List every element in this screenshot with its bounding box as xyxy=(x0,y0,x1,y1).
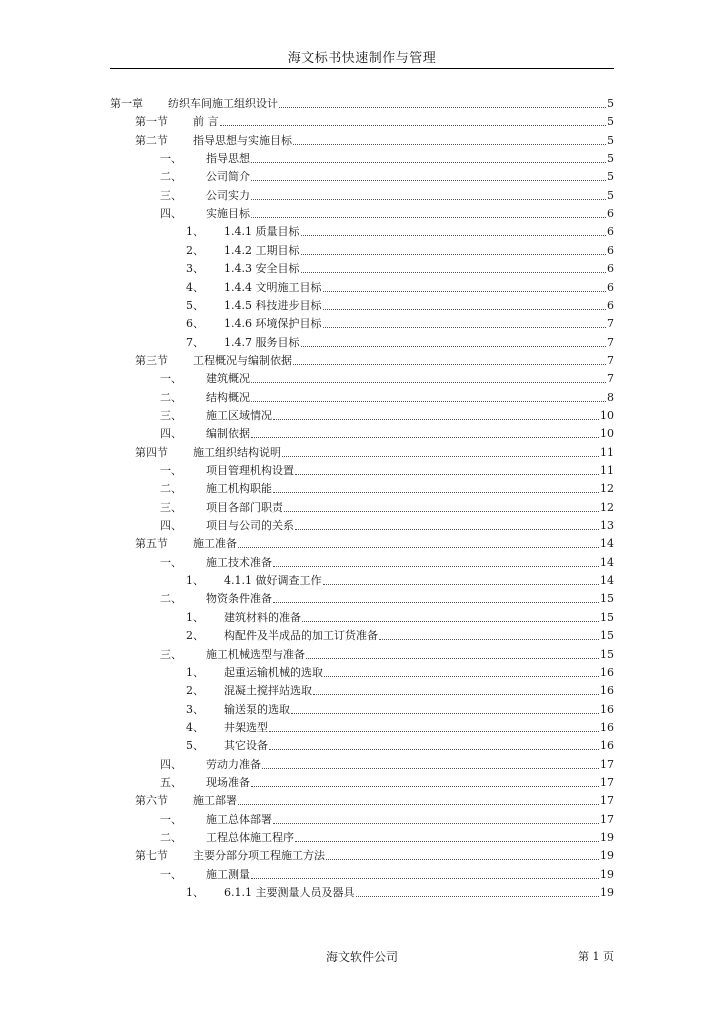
toc-entry-number: 三、 xyxy=(160,500,182,514)
toc-entry-page: 15 xyxy=(600,629,614,643)
toc-entry[interactable] xyxy=(186,334,614,352)
toc-dot-leader xyxy=(251,785,599,787)
toc-entry-number: 一、 xyxy=(160,372,182,386)
toc-entry-number: 二、 xyxy=(160,170,182,184)
toc-entry[interactable] xyxy=(135,444,614,462)
toc-entry[interactable] xyxy=(186,297,614,315)
toc-entry-number: 一、 xyxy=(160,867,182,881)
toc-dot-leader xyxy=(356,895,600,897)
toc-entry-page: 16 xyxy=(600,739,614,753)
toc-entry-title: 施工准备 xyxy=(193,537,237,551)
toc-entry[interactable] xyxy=(135,535,614,553)
toc-entry-number: 第七节 xyxy=(135,849,168,863)
toc-entry-page: 6 xyxy=(607,243,614,257)
toc-dot-leader xyxy=(323,583,600,585)
toc-dot-leader xyxy=(291,712,599,714)
toc-dot-leader xyxy=(251,216,606,218)
toc-entry-number: 四、 xyxy=(160,427,182,441)
toc-entry-title: 现场准备 xyxy=(206,775,250,789)
toc-entry-page: 8 xyxy=(607,390,614,404)
toc-dot-leader xyxy=(324,675,599,677)
toc-dot-leader xyxy=(323,326,607,328)
toc-entry[interactable] xyxy=(160,389,614,407)
toc-entry-page: 7 xyxy=(607,372,614,386)
toc-entry-number: 第一节 xyxy=(135,115,168,129)
toc-entry-number: 3、 xyxy=(186,262,204,276)
toc-entry-number: 7、 xyxy=(186,335,204,349)
toc-entry[interactable] xyxy=(186,315,614,333)
toc-entry[interactable] xyxy=(160,590,614,608)
toc-entry-title: 构配件及半成品的加工订货准备 xyxy=(224,629,378,643)
toc-entry-number: 1、 xyxy=(186,225,204,239)
toc-entry-title: 主要分部分项工程施工方法 xyxy=(193,849,325,863)
toc-entry-page: 14 xyxy=(600,555,614,569)
toc-entry-title: 建筑材料的准备 xyxy=(224,610,301,624)
toc-entry[interactable] xyxy=(135,132,614,150)
toc-entry-number: 5、 xyxy=(186,739,204,753)
toc-entry-title: 纺织车间施工组织设计 xyxy=(168,97,278,110)
toc-entry-number: 1、 xyxy=(186,610,204,624)
toc-entry-number: 第四节 xyxy=(135,445,168,459)
toc-dot-leader xyxy=(379,638,599,640)
toc-entry[interactable] xyxy=(160,462,614,480)
toc-entry[interactable] xyxy=(160,756,614,774)
toc-entry-page: 6 xyxy=(607,280,614,294)
toc-entry-page: 5 xyxy=(607,97,614,110)
toc-entry[interactable] xyxy=(160,150,614,168)
toc-entry[interactable] xyxy=(186,223,614,241)
toc-dot-leader xyxy=(301,253,607,255)
toc-entry-number: 4、 xyxy=(186,720,204,734)
toc-entry-title: 起重运输机械的选取 xyxy=(224,665,323,679)
toc-entry[interactable] xyxy=(160,646,614,664)
toc-entry-title: 施工测量 xyxy=(206,867,250,881)
toc-dot-leader xyxy=(279,106,606,108)
toc-entry-number: 一、 xyxy=(160,464,182,477)
toc-entry[interactable] xyxy=(186,260,614,278)
footer-page-number: 第 1 页 xyxy=(578,950,614,963)
toc-entry[interactable] xyxy=(135,847,614,865)
toc-entry[interactable] xyxy=(135,792,614,810)
toc-entry-page: 17 xyxy=(600,812,614,826)
toc-entry-page: 16 xyxy=(600,684,614,698)
toc-dot-leader xyxy=(251,436,599,438)
toc-entry-title: 6.1.1 主要测量人员及器具 xyxy=(224,886,355,900)
toc-entry[interactable] xyxy=(160,370,614,388)
toc-entry-page: 17 xyxy=(600,757,614,771)
toc-entry-page: 19 xyxy=(600,849,614,863)
toc-entry-title: 指导思想 xyxy=(206,152,250,166)
toc-dot-leader xyxy=(262,767,599,769)
toc-entry-page: 6 xyxy=(607,298,614,312)
toc-entry-number: 第三节 xyxy=(135,353,168,367)
header-title: 海文标书快速制作与管理 xyxy=(287,51,437,66)
toc-entry-page: 5 xyxy=(607,133,614,147)
toc-entry[interactable] xyxy=(160,187,614,205)
toc-dot-leader xyxy=(306,657,599,659)
toc-entry-title: 混凝土搅拌站选取 xyxy=(224,684,312,698)
toc-dot-leader xyxy=(323,308,607,310)
toc-entry-page: 12 xyxy=(600,482,614,496)
toc-entry-title: 工程概况与编制依据 xyxy=(193,353,292,367)
toc-entry-page: 5 xyxy=(607,170,614,184)
toc-entry[interactable] xyxy=(160,407,614,425)
toc-entry[interactable] xyxy=(160,774,614,792)
toc-entry[interactable] xyxy=(186,664,614,682)
toc-entry-page: 19 xyxy=(600,867,614,881)
toc-dot-leader xyxy=(251,179,606,181)
toc-entry[interactable] xyxy=(160,499,614,517)
toc-entry-number: 5、 xyxy=(186,298,204,312)
toc-entry-title: 施工部署 xyxy=(193,794,237,808)
toc-entry-page: 16 xyxy=(600,665,614,679)
toc-entry[interactable] xyxy=(186,682,614,700)
toc-entry-title: 公司实力 xyxy=(206,188,250,202)
toc-entry-number: 二、 xyxy=(160,592,182,606)
toc-entry-title: 井架选型 xyxy=(224,720,268,734)
toc-entry[interactable] xyxy=(186,609,614,627)
toc-entry-page: 14 xyxy=(600,537,614,551)
toc-entry[interactable] xyxy=(160,517,614,535)
toc-entry[interactable] xyxy=(186,242,614,260)
toc-entry-title: 1.4.5 科技进步目标 xyxy=(224,298,322,312)
toc-entry-number: 一、 xyxy=(160,555,182,569)
toc-dot-leader xyxy=(301,271,607,273)
toc-entry-page: 19 xyxy=(600,831,614,844)
toc-entry[interactable] xyxy=(186,701,614,719)
toc-entry[interactable] xyxy=(160,205,614,223)
toc-entry-page: 19 xyxy=(600,886,614,900)
toc-entry[interactable] xyxy=(160,866,614,884)
toc-dot-leader xyxy=(220,124,607,126)
toc-entry-page: 5 xyxy=(607,188,614,202)
toc-dot-leader xyxy=(269,748,599,750)
toc-entry-title: 前 言 xyxy=(193,115,219,129)
toc-entry-page: 5 xyxy=(607,152,614,166)
toc-entry-title: 施工技术准备 xyxy=(206,555,272,569)
toc-entry[interactable] xyxy=(110,95,614,113)
toc-entry-title: 实施目标 xyxy=(206,207,250,221)
toc-entry-page: 16 xyxy=(600,702,614,716)
toc-entry[interactable] xyxy=(186,737,614,755)
toc-entry-page: 6 xyxy=(607,225,614,239)
toc-dot-leader xyxy=(251,877,599,879)
toc-entry[interactable] xyxy=(160,480,614,498)
toc-dot-leader xyxy=(238,803,599,805)
toc-entry-number: 2、 xyxy=(186,684,204,698)
toc-dot-leader xyxy=(273,418,599,420)
toc-entry[interactable] xyxy=(160,811,614,829)
toc-dot-leader xyxy=(238,546,599,548)
toc-entry-number: 1、 xyxy=(186,886,204,900)
toc-entry-page: 16 xyxy=(600,720,614,734)
toc-entry-title: 公司简介 xyxy=(206,170,250,184)
toc-dot-leader xyxy=(295,473,599,475)
toc-entry-title: 1.4.2 工期目标 xyxy=(224,243,300,257)
toc-dot-leader xyxy=(293,363,606,365)
toc-entry[interactable] xyxy=(135,113,614,131)
toc-entry-number: 第五节 xyxy=(135,537,168,551)
toc-entry-title: 项目管理机构设置 xyxy=(206,464,294,477)
toc-entry-page: 15 xyxy=(600,610,614,624)
toc-dot-leader xyxy=(273,822,599,824)
toc-entry-number: 四、 xyxy=(160,207,182,221)
toc-entry[interactable] xyxy=(186,627,614,645)
toc-entry-number: 4、 xyxy=(186,280,204,294)
toc-entry-title: 其它设备 xyxy=(224,739,268,753)
toc-entry-page: 15 xyxy=(600,647,614,661)
toc-entry-number: 2、 xyxy=(186,629,204,643)
toc-entry-number: 四、 xyxy=(160,519,182,533)
toc-entry-title: 施工机械选型与准备 xyxy=(206,647,305,661)
toc-entry-number: 第一章 xyxy=(110,97,143,110)
toc-dot-leader xyxy=(251,198,606,200)
toc-entry-page: 7 xyxy=(607,353,614,367)
toc-dot-leader xyxy=(251,381,606,383)
toc-entry-title: 施工组织结构说明 xyxy=(193,445,281,459)
toc-dot-leader xyxy=(282,455,599,457)
toc-dot-leader xyxy=(251,161,606,163)
toc-entry-title: 1.4.1 质量目标 xyxy=(224,225,300,239)
toc-entry-number: 五、 xyxy=(160,775,182,789)
toc-dot-leader xyxy=(301,345,607,347)
toc-entry-page: 14 xyxy=(600,574,614,588)
toc-entry-page: 10 xyxy=(600,408,614,422)
footer-company: 海文软件公司 xyxy=(325,950,398,964)
toc-entry-number: 1、 xyxy=(186,574,204,588)
toc-entry-page: 5 xyxy=(607,115,614,129)
toc-entry-page: 11 xyxy=(600,464,614,477)
toc-dot-leader xyxy=(293,143,606,145)
toc-entry-page: 11 xyxy=(600,445,614,459)
toc-entry-page: 6 xyxy=(607,262,614,276)
toc-entry-title: 编制依据 xyxy=(206,427,250,441)
toc-entry-number: 二、 xyxy=(160,390,182,404)
toc-entry-title: 1.4.3 安全目标 xyxy=(224,262,300,276)
toc-entry-title: 工程总体施工程序 xyxy=(206,831,294,844)
toc-entry[interactable] xyxy=(135,352,614,370)
toc-entry-title: 施工总体部署 xyxy=(206,812,272,826)
toc-entry-number: 三、 xyxy=(160,647,182,661)
header-rule xyxy=(110,68,614,69)
toc-entry-title: 结构概况 xyxy=(206,390,250,404)
toc-dot-leader xyxy=(301,234,607,236)
toc-entry-number: 一、 xyxy=(160,152,182,166)
toc-entry-page: 12 xyxy=(600,500,614,514)
toc-entry[interactable] xyxy=(160,425,614,443)
toc-entry-page: 15 xyxy=(600,592,614,606)
toc-entry-title: 1.4.7 服务目标 xyxy=(224,335,300,349)
toc-entry-title: 指导思想与实施目标 xyxy=(193,133,292,147)
toc-entry-number: 第六节 xyxy=(135,794,168,808)
toc-entry-title: 施工区域情况 xyxy=(206,408,272,422)
toc-entry-page: 6 xyxy=(607,207,614,221)
toc-entry-title: 1.4.4 文明施工目标 xyxy=(224,280,322,294)
toc-entry[interactable] xyxy=(186,279,614,297)
toc-dot-leader xyxy=(295,528,599,530)
toc-entry-title: 建筑概况 xyxy=(206,372,250,386)
toc-entry[interactable] xyxy=(186,884,614,902)
toc-dot-leader xyxy=(273,565,599,567)
toc-entry-number: 1、 xyxy=(186,665,204,679)
toc-entry[interactable] xyxy=(160,829,614,847)
toc-entry-number: 6、 xyxy=(186,317,204,331)
toc-entry[interactable] xyxy=(160,168,614,186)
toc-entry-number: 四、 xyxy=(160,757,182,771)
toc-entry-page: 7 xyxy=(607,335,614,349)
toc-dot-leader xyxy=(269,730,599,732)
toc-entry-page: 10 xyxy=(600,427,614,441)
toc-dot-leader xyxy=(326,858,599,860)
toc-entry-number: 三、 xyxy=(160,188,182,202)
toc-dot-leader xyxy=(273,601,599,603)
toc-entry-title: 1.4.6 环境保护目标 xyxy=(224,317,322,331)
toc-entry-number: 二、 xyxy=(160,831,182,844)
toc-dot-leader xyxy=(284,510,599,512)
toc-entry-title: 劳动力准备 xyxy=(206,757,261,771)
toc-entry[interactable] xyxy=(186,719,614,737)
toc-entry-page: 13 xyxy=(600,519,614,533)
toc-entry-title: 物资条件准备 xyxy=(206,592,272,606)
toc-entry-number: 2、 xyxy=(186,243,204,257)
toc-dot-leader xyxy=(323,290,607,292)
toc-dot-leader xyxy=(273,491,599,493)
toc-entry-page: 7 xyxy=(607,317,614,331)
toc-dot-leader xyxy=(251,400,606,402)
toc-entry-number: 一、 xyxy=(160,812,182,826)
toc-entry-page: 17 xyxy=(600,775,614,789)
toc-entry-title: 项目各部门职责 xyxy=(206,500,283,514)
toc-entry-title: 4.1.1 做好调查工作 xyxy=(224,574,322,588)
toc-entry[interactable] xyxy=(160,554,614,572)
toc-dot-leader xyxy=(313,693,599,695)
toc-entry[interactable] xyxy=(186,572,614,590)
toc-entry-number: 三、 xyxy=(160,408,182,422)
toc-entry-page: 17 xyxy=(600,794,614,808)
toc-entry-number: 第二节 xyxy=(135,133,168,147)
toc-entry-title: 输送泵的选取 xyxy=(224,702,290,716)
toc-dot-leader xyxy=(295,840,599,842)
toc-entry-title: 项目与公司的关系 xyxy=(206,519,294,533)
toc-entry-number: 3、 xyxy=(186,702,204,716)
toc-dot-leader xyxy=(302,620,599,622)
toc-entry-number: 二、 xyxy=(160,482,182,496)
toc-entry-title: 施工机构职能 xyxy=(206,482,272,496)
